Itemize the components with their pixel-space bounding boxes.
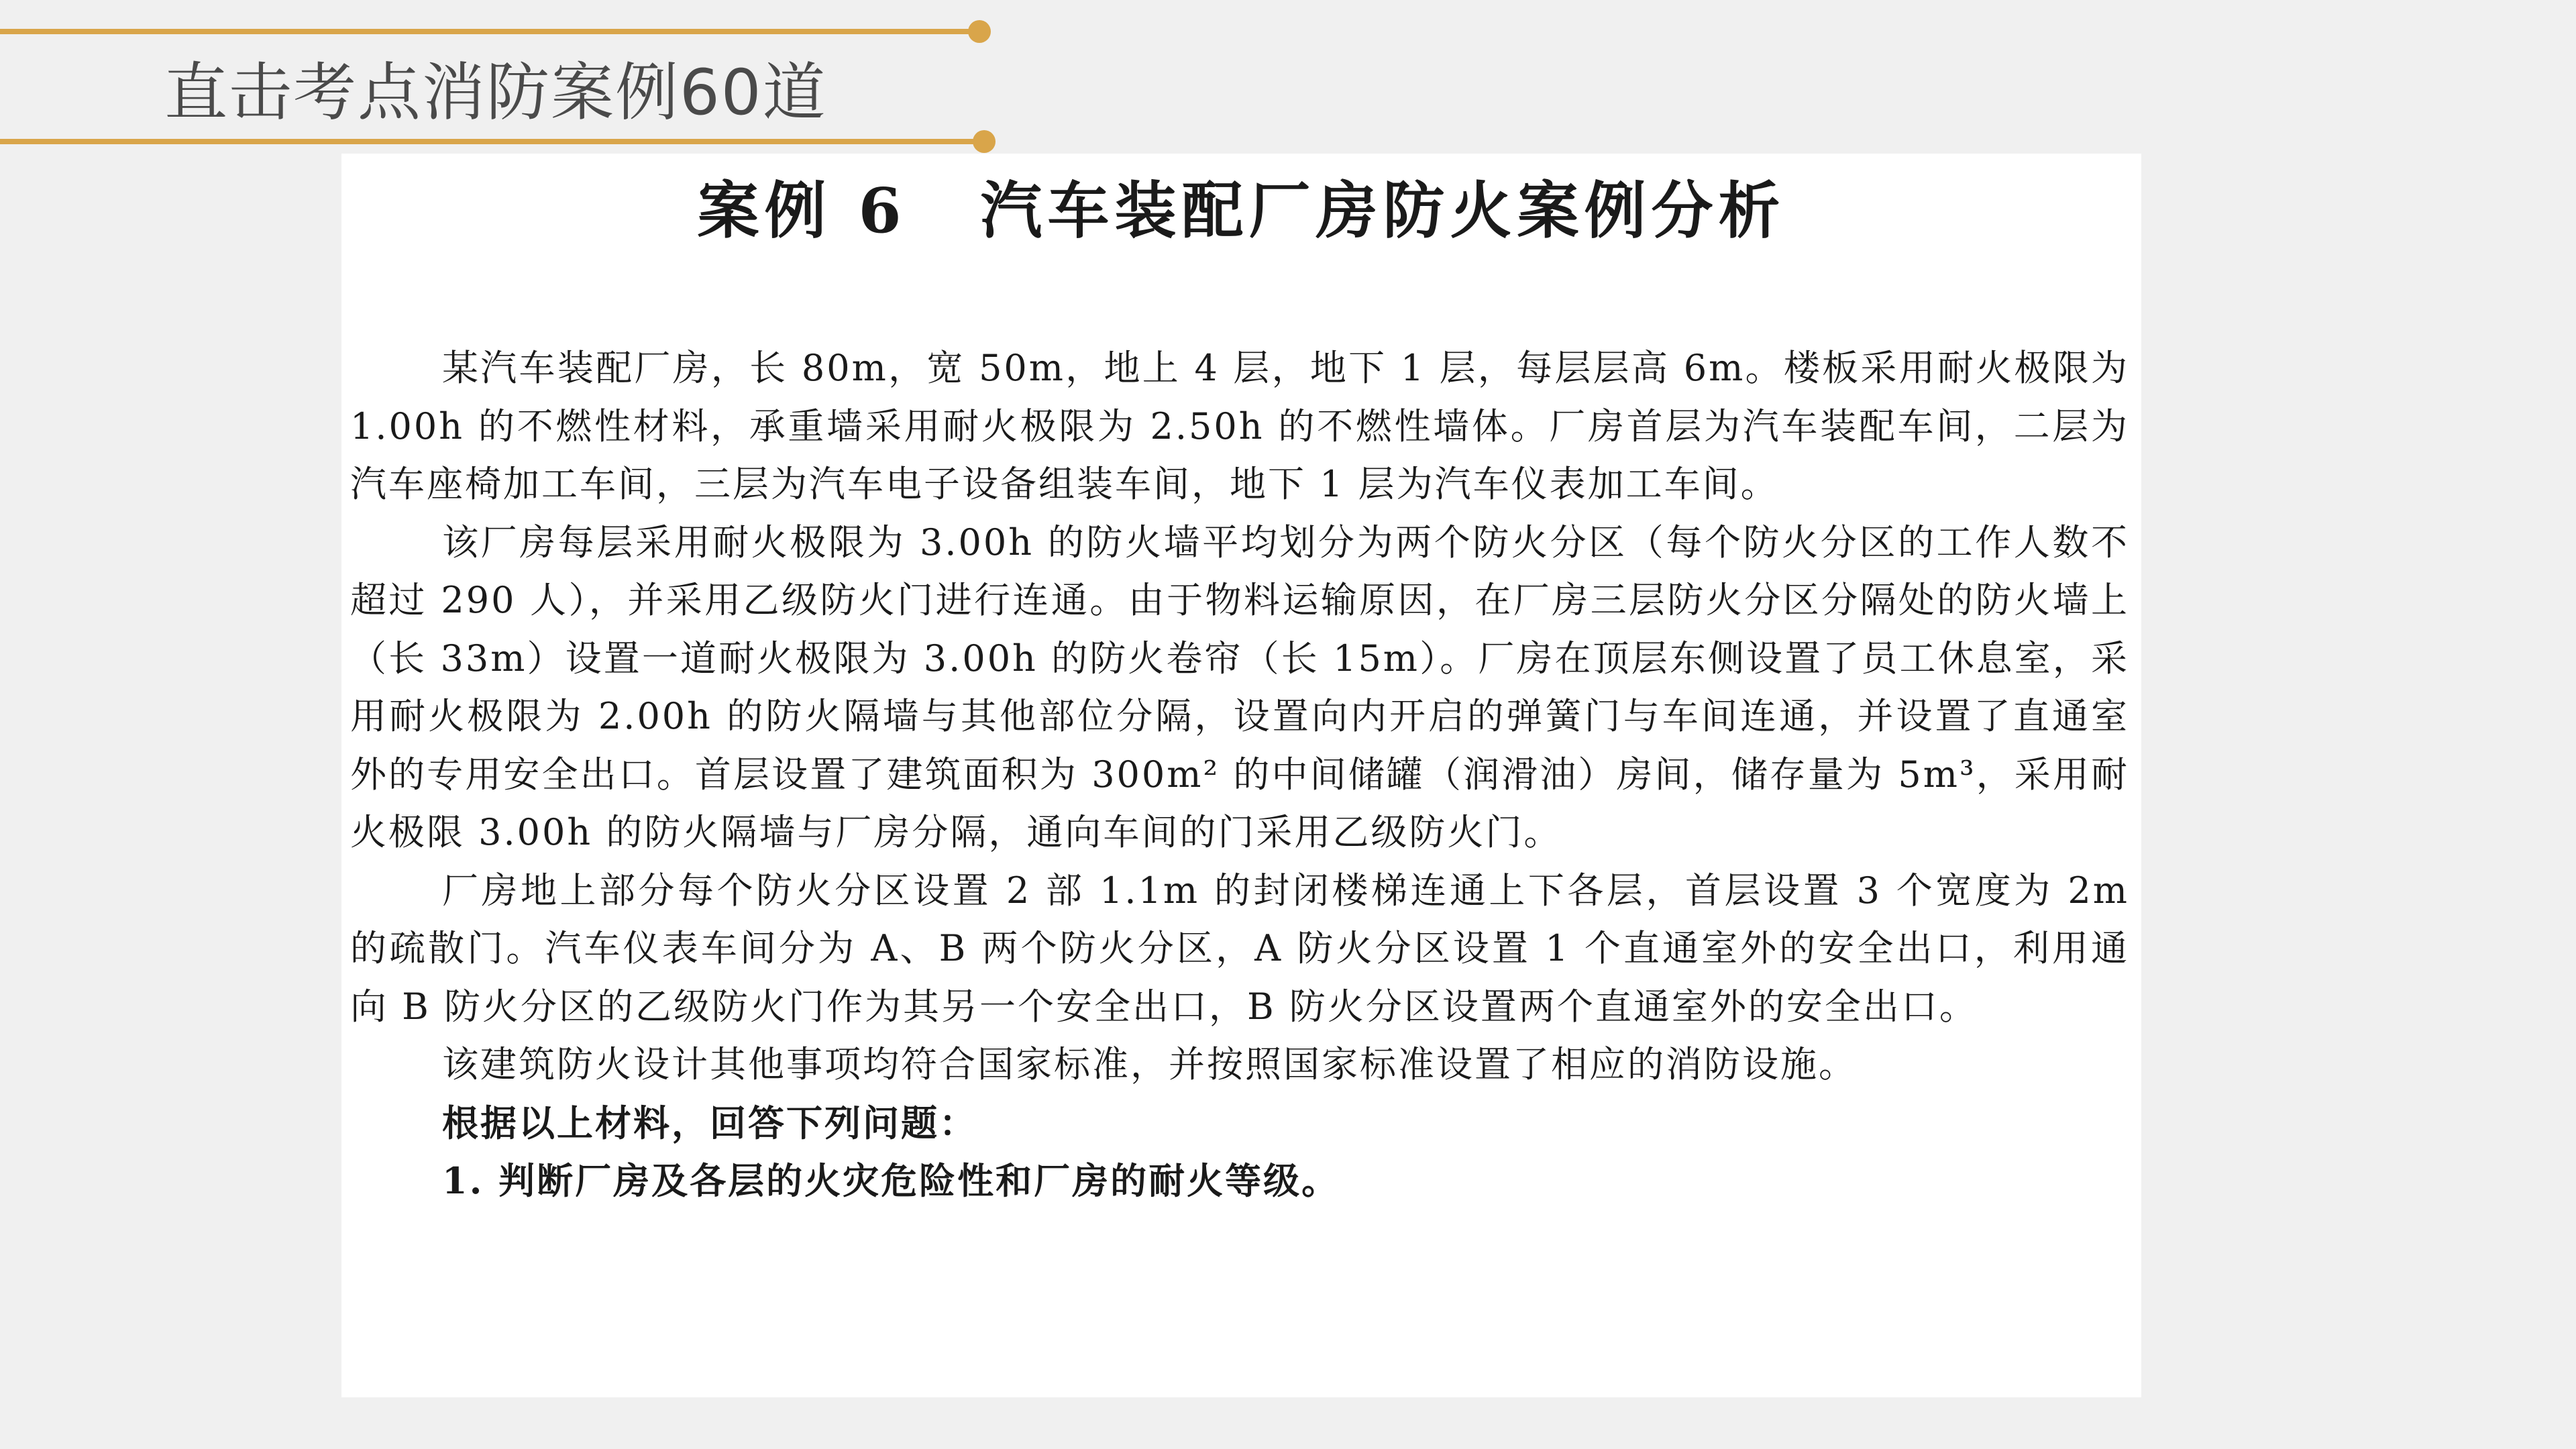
header-bottom-line [0, 139, 983, 144]
case-title [341, 162, 2141, 250]
case-number: 案例 6 [697, 174, 907, 247]
paragraph-3: 厂房地上部分每个防火分区设置 2 部 1.1m 的封闭楼梯连通上下各层，首层设置 3 个宽度为 2m 的疏散门。汽车仪表车间分为 A、B 两个防火分区，A 防火分区设置 1 个直通室外的安全出口，利用通向 B 防火分区的乙级防火门作为其另一个安全出口，B 防火分区设置两个直通室外的安全出口。 [350, 869, 2129, 1028]
header-top-dot [968, 20, 991, 43]
paragraph-1: 某汽车装配厂房，长 80m，宽 50m，地上 4 层，地下 1 层，每层层高 6m。楼板采用耐火极限为 1.00h 的不燃性材料，承重墙采用耐火极限为 2.50h 的不燃性墙体。厂房首层为汽车装配车间，二层为汽车座椅加工车间，三层为汽车电子设备组装车间，地下 1 层为汽车仪表加工车间。 [350, 347, 2129, 505]
paragraph-2: 该厂房每层采用耐火极限为 3.00h 的防火墙平均划分为两个防火分区（每个防火分区的工作人数不超过 290 人），并采用乙级防火门进行连通。由于物料运输原因，在厂房三层防火分区分隔处的防火墙上（长 33m）设置一道耐火极限为 3.00h 的防火卷帘（长 15m）。厂房在顶层东侧设置了员工休息室，采用耐火极限为 2.00h 的防火隔墙与其他部位分隔，设置向内开启的弹簧门与车间连通，并设置了直通室外的专用安全出口。首层设置了建筑面积为 300m² 的中间储罐（润滑油）房间，储存量为 5m³，采用耐火极限 3.00h 的防火隔墙与厂房分隔，通向车间的门采用乙级防火门。 [350, 521, 2129, 853]
header-top-line [0, 29, 979, 34]
header-bottom-dot [973, 130, 996, 153]
question-1: 1. 判断厂房及各层的火灾危险性和厂房的耐火等级。 [442, 1159, 1340, 1202]
document-image [341, 154, 2141, 1397]
question-prompt: 根据以上材料，回答下列问题： [442, 1101, 977, 1144]
page-title: 直击考点消防案例60道 [164, 56, 827, 129]
case-heading: 汽车装配厂房防火案例分析 [980, 174, 1786, 247]
case-body [350, 339, 2129, 1210]
paragraph-4: 该建筑防火设计其他事项均符合国家标准，并按照国家标准设置了相应的消防设施。 [442, 1043, 1857, 1085]
